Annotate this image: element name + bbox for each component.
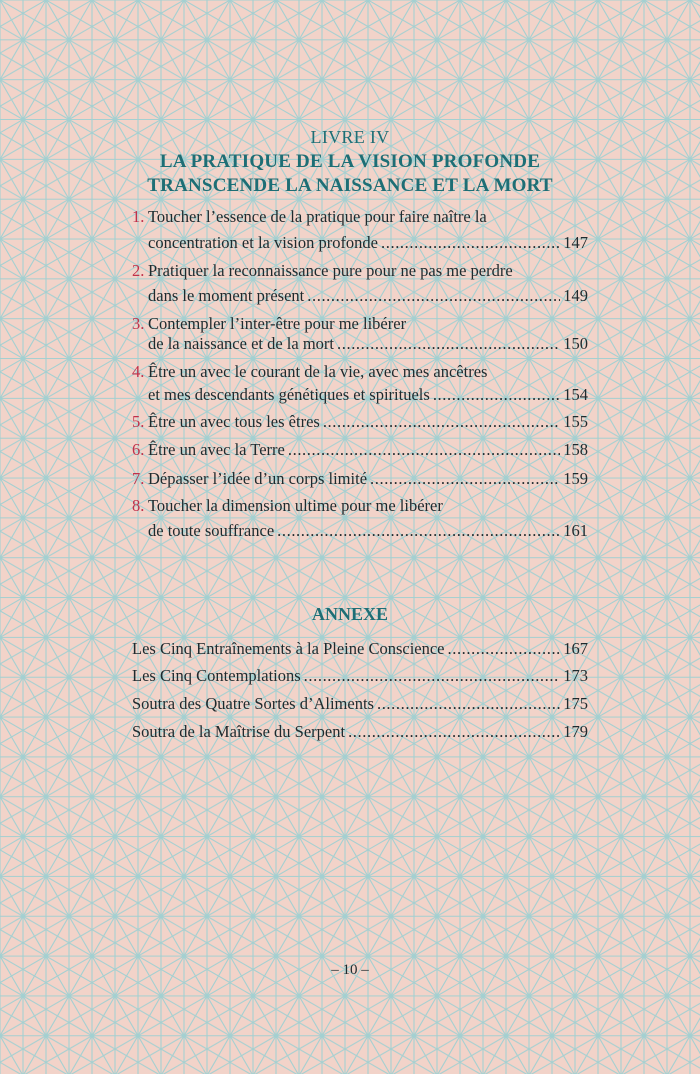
dot-leader xyxy=(433,384,560,406)
toc-number: 8. xyxy=(132,496,145,515)
toc-text: Être un avec le courant de la vie, avec mes ancêtres xyxy=(148,362,488,381)
toc-text: Être un avec la Terre xyxy=(148,440,285,459)
dot-leader xyxy=(323,411,560,433)
toc-page: 150 xyxy=(563,334,588,353)
annexe-page: 175 xyxy=(563,694,588,713)
toc-entry-8-cont[interactable] xyxy=(148,520,588,542)
book-label: LIVRE IV xyxy=(310,127,390,147)
toc-text: Être un avec tous les êtres xyxy=(148,412,320,431)
toc-page: 154 xyxy=(563,385,588,404)
toc-number: 7. xyxy=(132,469,145,488)
toc-text: Dépasser l’idée d’un corps limité xyxy=(148,469,368,488)
toc-entry-8[interactable] xyxy=(132,495,588,517)
toc-text: et mes descendants génétiques et spirituels xyxy=(148,385,430,404)
annexe-page: 173 xyxy=(563,666,588,685)
annexe-page: 179 xyxy=(563,722,588,741)
dot-leader xyxy=(304,665,561,687)
toc-number: 4. xyxy=(132,362,145,381)
toc-text: Toucher la dimension ultime pour me libérer xyxy=(148,496,443,515)
toc-page: 158 xyxy=(563,440,588,459)
dot-leader xyxy=(381,232,560,254)
toc-entry-3-cont[interactable] xyxy=(148,333,588,355)
toc-number: 2. xyxy=(132,261,145,280)
annexe-item-4[interactable] xyxy=(132,721,588,743)
toc-entry-2[interactable] xyxy=(132,260,588,282)
annexe-item-1[interactable] xyxy=(132,638,588,660)
annexe-title: ANNEXE xyxy=(311,604,388,624)
toc-entry-3[interactable] xyxy=(132,313,588,335)
toc-entry-5[interactable] xyxy=(132,411,588,433)
toc-entry-4[interactable] xyxy=(132,361,588,383)
book-title-line-1: LA PRATIQUE DE LA VISION PROFONDE xyxy=(159,151,541,172)
toc-entry-1[interactable] xyxy=(132,206,588,228)
toc-text: dans le moment présent xyxy=(148,286,305,305)
toc-number: 1. xyxy=(132,207,145,226)
dot-leader xyxy=(370,468,560,490)
toc-entry-6[interactable] xyxy=(132,439,588,461)
toc-page: 149 xyxy=(563,286,588,305)
toc-text: de la naissance et de la mort xyxy=(148,334,335,353)
book-title-line-2: TRANSCENDE LA NAISSANCE ET LA MORT xyxy=(147,175,553,196)
toc-text: Toucher l’essence de la pratique pour faire naître la xyxy=(148,207,487,226)
annexe-text: Les Cinq Contemplations xyxy=(132,666,301,685)
annexe-item-3[interactable] xyxy=(132,693,588,715)
toc-text: de toute souffrance xyxy=(148,521,275,540)
toc-entry-4-cont[interactable] xyxy=(148,384,588,406)
page-number: – 10 – xyxy=(331,962,369,978)
annexe-text: Les Cinq Entraînements à la Pleine Conscience xyxy=(132,639,445,658)
annexe-item-2[interactable] xyxy=(132,665,588,687)
toc-page: 159 xyxy=(563,469,588,488)
toc-text: Pratiquer la reconnaissance pure pour ne pas me perdre xyxy=(148,261,513,280)
toc-text: Contempler l’inter-être pour me libérer xyxy=(148,314,407,333)
toc-text: concentration et la vision profonde xyxy=(148,233,379,252)
annexe-text: Soutra des Quatre Sortes d’Aliments xyxy=(132,694,374,713)
toc-entry-2-cont[interactable] xyxy=(148,285,588,307)
dot-leader xyxy=(277,520,560,542)
toc-page: 147 xyxy=(563,233,588,252)
dot-leader xyxy=(348,721,560,743)
toc-page: 161 xyxy=(563,521,588,540)
toc-entry-7[interactable] xyxy=(132,468,588,490)
dot-leader xyxy=(337,333,560,355)
annexe-text: Soutra de la Maîtrise du Serpent xyxy=(132,722,346,741)
toc-number: 5. xyxy=(132,412,145,431)
dot-leader xyxy=(377,693,560,715)
toc-entry-1-cont[interactable] xyxy=(148,232,588,254)
toc-page: 155 xyxy=(563,412,588,431)
annexe-page: 167 xyxy=(563,639,588,658)
dot-leader xyxy=(448,638,561,660)
dot-leader xyxy=(288,439,560,461)
toc-number: 6. xyxy=(132,440,145,459)
dot-leader xyxy=(307,285,560,307)
toc-number: 3. xyxy=(132,314,145,333)
